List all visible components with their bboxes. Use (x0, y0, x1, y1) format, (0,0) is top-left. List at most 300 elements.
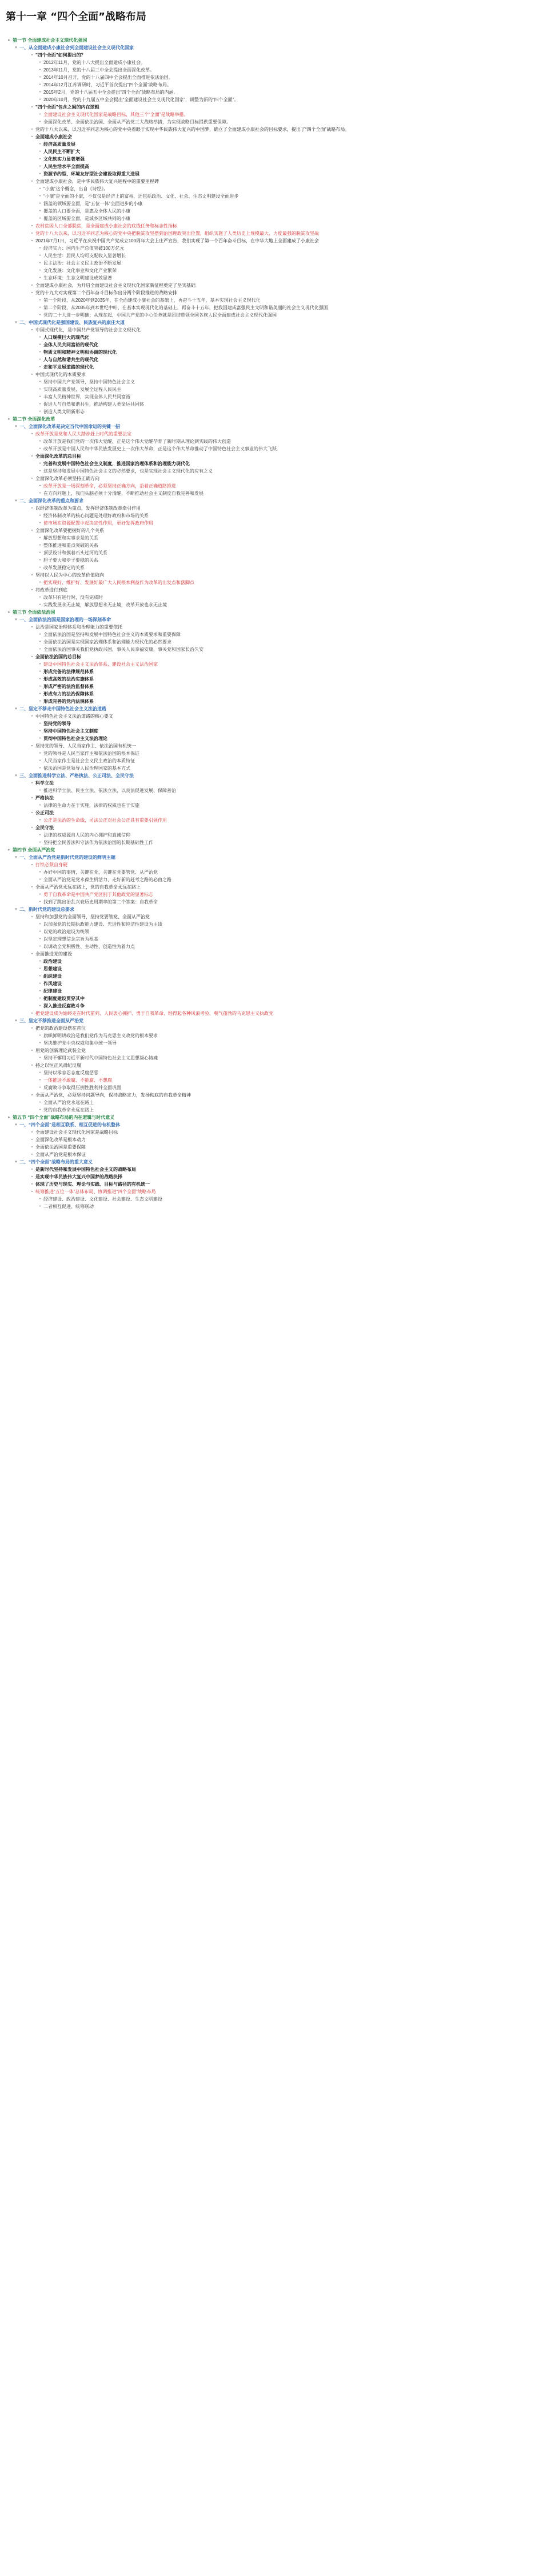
outline-node-text: 党的自我革命永远在路上 (43, 1107, 94, 1113)
outline-node[interactable] (6, 230, 536, 237)
outline-node-text: 文化软实力显著增强 (43, 157, 85, 162)
outline-node[interactable] (6, 891, 536, 898)
outline-node[interactable] (6, 950, 536, 958)
outline-node[interactable] (6, 638, 536, 646)
outline-node[interactable] (6, 341, 536, 349)
outline-node[interactable] (6, 393, 536, 401)
outline-node-text: 以党的政治建设为统领 (43, 929, 89, 934)
outline-node-text: 坚持中国共产党领导，坚持中国特色社会主义 (43, 379, 135, 385)
outline-node[interactable] (6, 987, 536, 995)
bullet-icon: ▪ (31, 373, 33, 377)
bullet-icon: • (39, 120, 41, 124)
outline-node[interactable] (6, 490, 536, 497)
outline-node[interactable] (6, 571, 536, 579)
outline-node[interactable] (6, 37, 536, 44)
outline-node-text: 党的十八大以来，以习近平同志为核心的党中央把脱贫攻坚摆到治国理政突出位置，组织实施了人类历史上规模最大、力度最强的脱贫攻坚战 (35, 231, 319, 236)
bullet-icon: • (39, 945, 41, 949)
outline-node[interactable] (6, 557, 536, 564)
outline-node[interactable] (6, 772, 536, 779)
outline-node-text: “小康”这个概念，出自《诗经》。 (43, 186, 109, 191)
outline-node[interactable] (6, 616, 536, 623)
bullet-icon: ▾ (15, 707, 17, 711)
bullet-icon: • (39, 959, 41, 963)
outline-node[interactable] (6, 59, 536, 66)
outline-node-text: 走和平发展道路的现代化 (43, 365, 94, 370)
outline-node[interactable] (6, 542, 536, 549)
bullet-icon: ▪ (31, 529, 33, 533)
outline-node[interactable] (6, 66, 536, 74)
outline-node[interactable] (6, 96, 536, 103)
outline-node-text: 形成完善的党内法规体系 (43, 699, 94, 704)
outline-node[interactable] (6, 742, 536, 750)
bullet-icon: • (39, 61, 41, 65)
outline-node[interactable] (6, 289, 536, 297)
outline-node[interactable] (6, 631, 536, 638)
outline-node[interactable] (6, 564, 536, 571)
bullet-icon: ▾ (15, 774, 17, 778)
outline-node-text: 胆子要大和步子要稳的关系 (43, 558, 98, 563)
outline-node[interactable] (6, 423, 536, 430)
bullet-icon: ▾ (15, 1160, 17, 1164)
outline-node[interactable] (6, 809, 536, 817)
bullet-icon: • (39, 172, 41, 176)
bullet-icon: • (39, 997, 41, 1001)
outline-node[interactable] (6, 913, 536, 921)
bullet-icon: • (39, 343, 41, 347)
bullet-icon: • (39, 841, 41, 845)
outline-node-text: 2020年10月，党的十九届五中全会提出“全面建设社会主义现代化国家”，调整为新的“四个全面”。 (43, 97, 239, 102)
outline-node[interactable] (6, 1181, 536, 1188)
bullet-icon: • (39, 484, 41, 488)
outline-node[interactable] (6, 430, 536, 438)
outline-node-text: 经济建设、政治建设、文化建设、社会建设、生态文明建设 (43, 1197, 162, 1202)
outline-node-text: 全体人民共同富裕的现代化 (43, 342, 98, 347)
outline-node[interactable] (6, 297, 536, 304)
outline-node[interactable] (6, 995, 536, 1002)
bullet-icon: ▪ (31, 1153, 33, 1157)
bullet-icon: ▪ (31, 655, 33, 659)
outline-node[interactable] (6, 1151, 536, 1158)
outline-node-text: 改革开放是一场深刻革命，必须坚持正确方向，沿着正确道路推进 (43, 483, 176, 489)
bullet-icon: • (39, 1004, 41, 1008)
outline-node-text: 一、全面依法治国是国家治理的一场深刻革命 (19, 617, 111, 622)
outline-node-text: 全面建成小康社会 (35, 134, 72, 139)
bullet-icon: ▪ (31, 714, 33, 718)
outline-node[interactable] (6, 215, 536, 222)
outline-node[interactable] (6, 415, 536, 423)
bullet-icon: ▪ (31, 781, 33, 785)
outline-node[interactable] (6, 1203, 536, 1210)
outline-node[interactable] (6, 690, 536, 698)
bullet-icon: • (39, 974, 41, 978)
outline-node[interactable] (6, 586, 536, 594)
outline-node[interactable] (6, 386, 536, 393)
outline-node[interactable] (6, 713, 536, 720)
outline-node[interactable] (6, 698, 536, 705)
outline-node-text: 在方向问题上，我们头脑必须十分清醒，不断推动社会主义制度自我完善和发展 (43, 491, 203, 496)
outline-node[interactable] (6, 727, 536, 735)
outline-node-text: 思想建设 (43, 966, 62, 971)
outline-node[interactable] (6, 1173, 536, 1181)
outline-node[interactable] (6, 408, 536, 415)
outline-node[interactable] (6, 1054, 536, 1062)
outline-node[interactable] (6, 267, 536, 274)
outline-node-text: 把党的政治建设摆在首位 (35, 1026, 86, 1031)
outline-node-text: 全面深化改革要把握好的几个关系 (35, 528, 104, 533)
outline-node[interactable] (6, 594, 536, 601)
outline-node[interactable] (6, 869, 536, 876)
outline-node-text: 形成完备的法律规范体系 (43, 669, 94, 674)
page-title: 第十一章 “四个全面”战略布局 (6, 11, 146, 23)
outline-node[interactable] (6, 349, 536, 356)
outline-node[interactable] (6, 787, 536, 794)
bullet-icon: • (39, 187, 41, 191)
bullet-icon: • (39, 202, 41, 206)
outline-node-text: 民主法治：社会主义民主政治不断发展 (43, 261, 121, 266)
outline-node[interactable] (6, 609, 536, 616)
outline-node[interactable] (6, 178, 536, 185)
outline-node[interactable] (6, 965, 536, 973)
outline-node-text: 2014年10月召开，党的十八届四中全会提出全面推进依法治国。 (43, 75, 173, 80)
outline-node[interactable] (6, 155, 536, 163)
outline-node-text: 是实现中华民族伟大复兴中国梦的战略抉择 (35, 1174, 122, 1179)
outline-node[interactable] (6, 1099, 536, 1106)
bullet-icon: • (39, 729, 41, 733)
bullet-icon: • (39, 595, 41, 599)
bullet-icon: ▾ (15, 321, 17, 325)
outline-node[interactable] (6, 1084, 536, 1091)
outline-node-text: 完善和发展中国特色社会主义制度，推进国家治理体系和治理能力现代化 (43, 461, 190, 466)
outline-node[interactable] (6, 237, 536, 245)
outline-node-text: 党的十八大以来，以习近平同志为核心的党中央着眼于实现中华民族伟大复兴的中国梦，确立了全面建成小康社会的目标要求，提出了“四个全面”战略布局。 (35, 127, 350, 132)
bullet-icon: ▾ (15, 907, 17, 911)
outline-node[interactable] (6, 311, 536, 319)
bullet-icon: • (39, 142, 41, 146)
outline-node[interactable] (6, 1188, 536, 1195)
outline-node[interactable] (6, 958, 536, 965)
outline-node[interactable] (6, 943, 536, 950)
outline-node[interactable] (6, 1121, 536, 1129)
outline-node[interactable] (6, 445, 536, 453)
outline-node[interactable] (6, 363, 536, 371)
bullet-icon: • (39, 1041, 41, 1045)
outline-node[interactable] (6, 601, 536, 609)
outline-node[interactable] (6, 44, 536, 51)
outline-node[interactable] (6, 1010, 536, 1017)
bullet-icon: • (39, 878, 41, 882)
outline-node-text: 人民生活水平全面提高 (43, 164, 89, 169)
outline-node[interactable] (6, 259, 536, 267)
outline-node-text: 物质文明和精神文明相协调的现代化 (43, 350, 117, 355)
bullet-icon: • (39, 447, 41, 451)
bullet-icon: • (39, 870, 41, 874)
bullet-icon: • (39, 1197, 41, 1201)
outline-node[interactable] (6, 1062, 536, 1069)
outline-node-text: 全面从严治党，必须坚持问题导向，保持战略定力，发扬彻底的自我革命精神 (35, 1093, 191, 1098)
outline-node[interactable] (6, 1032, 536, 1039)
bullet-icon: • (39, 930, 41, 934)
outline-node-text: 组织建设 (43, 974, 62, 979)
outline-node[interactable] (6, 1039, 536, 1047)
outline-node-text: 改革只有进行时，没有完成时 (43, 595, 103, 600)
outline-node[interactable] (6, 163, 536, 170)
outline-node-text: 把实现好、维护好、发展好最广大人民根本利益作为改革的出发点和落脚点 (43, 580, 194, 585)
outline-node-text: 第二个阶段，从2035年到本世纪中叶，在基本实现现代化的基础上，再奋斗十五年，把我国建成富强民主文明和谐美丽的社会主义现代化强国 (43, 305, 328, 310)
bullet-icon: • (39, 566, 41, 570)
outline-node[interactable] (6, 1114, 536, 1121)
outline-node[interactable] (6, 401, 536, 408)
outline-node[interactable] (6, 980, 536, 987)
outline-node-text: 全民守法 (35, 825, 54, 830)
bullet-icon: • (39, 803, 41, 807)
outline-node[interactable] (6, 118, 536, 126)
bullet-icon: • (39, 269, 41, 273)
outline-node[interactable] (6, 81, 536, 89)
outline-node[interactable] (6, 906, 536, 913)
outline-node[interactable] (6, 534, 536, 542)
bullet-icon: • (39, 209, 41, 213)
outline-node-text: 2013年11月，党的十八届三中全会提出全面深化改革。 (43, 67, 155, 73)
bullet-icon: • (39, 491, 41, 495)
bullet-icon: • (39, 68, 41, 72)
outline-node[interactable] (6, 207, 536, 215)
outline-node[interactable] (6, 861, 536, 869)
outline-node[interactable] (6, 304, 536, 311)
bullet-icon: • (39, 670, 41, 674)
outline-node[interactable] (6, 170, 536, 178)
outline-node[interactable] (6, 735, 536, 742)
outline-node[interactable] (6, 1136, 536, 1143)
outline-node-text: 人与自然和谐共生的现代化 (43, 357, 98, 362)
bullet-icon: • (39, 402, 41, 406)
outline-node-text: 生态环境：生态文明建设成效显著 (43, 275, 112, 281)
outline-node-text: 坚持不懈用习近平新时代中国特色社会主义思想凝心铸魂 (43, 1055, 158, 1061)
outline-node-text: 将改革进行到底 (35, 587, 67, 593)
outline-node-text: 顶层设计和摸着石头过河的关系 (43, 550, 107, 555)
outline-node[interactable] (6, 141, 536, 148)
outline-node[interactable] (6, 89, 536, 96)
bullet-icon: ▸ (8, 848, 10, 852)
bullet-icon: • (39, 350, 41, 354)
outline-node[interactable] (6, 802, 536, 809)
outline-node[interactable] (6, 839, 536, 846)
bullet-icon: • (39, 1086, 41, 1090)
outline-node[interactable] (6, 282, 536, 289)
bullet-icon: ▪ (31, 1138, 33, 1142)
outline-node[interactable] (6, 378, 536, 386)
outline-node[interactable] (6, 720, 536, 727)
outline-node[interactable] (6, 519, 536, 527)
outline-node-text: 依法治国是党领导人民治理国家的基本方式 (43, 766, 130, 771)
outline-node[interactable] (6, 675, 536, 683)
outline-node-text: 公正是法治的生命线，司法公正对社会公正具有重要引领作用 (43, 818, 167, 823)
outline-node-text: 人民生活：居民人均可支配收入显著增长 (43, 253, 126, 258)
outline-node[interactable] (6, 126, 536, 133)
outline-node-text: 这是坚持和发展中国特色社会主义的必然要求，也是实现社会主义现代化的应有之义 (43, 469, 213, 474)
outline-node-text: 以调动全党积极性、主动性、创造性为着力点 (43, 944, 135, 949)
outline-node[interactable] (6, 356, 536, 363)
outline-node-text: 公正司法 (35, 810, 54, 815)
outline-node-text: 经济体制改革的核心问题是处理好政府和市场的关系 (43, 513, 149, 518)
outline-node[interactable] (6, 1129, 536, 1136)
outline-node[interactable] (6, 1106, 536, 1114)
outline-node-text: 经济高质量发展 (43, 142, 75, 147)
outline-node[interactable] (6, 653, 536, 661)
bullet-icon: • (39, 989, 41, 993)
outline-node[interactable] (6, 193, 536, 200)
outline-node-text: 第四节 全面从严治党 (13, 847, 55, 853)
outline-node[interactable] (6, 1047, 536, 1054)
outline-node-text: 找到了跳出治乱兴衰历史周期率的第二个答案：自我革命 (43, 899, 158, 905)
bullet-icon: ▪ (31, 826, 33, 830)
outline-node[interactable] (6, 1158, 536, 1166)
outline-node[interactable] (6, 1091, 536, 1099)
outline-node[interactable] (6, 705, 536, 713)
bullet-icon: ▪ (31, 477, 33, 481)
outline-node[interactable] (6, 319, 536, 326)
bullet-icon: ▪ (31, 952, 33, 956)
outline-node[interactable] (6, 1077, 536, 1084)
outline-node-text: 党的十九大对实现第二个百年奋斗目标作出分两个阶段推进的战略安排 (35, 290, 177, 295)
bullet-icon: • (39, 699, 41, 703)
outline-node[interactable] (6, 824, 536, 831)
outline-node-text: 形成严密的法治监督体系 (43, 684, 94, 689)
outline-node[interactable] (6, 512, 536, 519)
outline-node[interactable] (6, 453, 536, 460)
outline-node-text: 全面建成小康社会，为开启全面建设社会主义现代化国家新征程奠定了坚实基础 (35, 283, 195, 288)
outline-node[interactable] (6, 765, 536, 772)
outline-node-text: 改革开放是我们党的一次伟大觉醒，正是这个伟大觉醒孕育了新时期从理论到实践的伟大创造 (43, 439, 231, 444)
outline-node[interactable] (6, 527, 536, 534)
outline-node[interactable] (6, 274, 536, 282)
bullet-icon: • (39, 254, 41, 258)
bullet-icon: ▪ (31, 291, 33, 295)
bullet-icon: ▪ (31, 1190, 33, 1194)
outline-node-text: 政治建设 (43, 959, 62, 964)
outline-node[interactable] (6, 505, 536, 512)
outline-node-text: 改革开放是中国人民和中华民族发展史上一次伟大革命，正是这个伟大革命推动了中国特色社会主义事业的伟大飞跃 (43, 446, 277, 451)
outline-node[interactable] (6, 1143, 536, 1151)
bullet-icon: ▪ (31, 127, 33, 131)
outline-node[interactable] (6, 51, 536, 59)
outline-node[interactable] (6, 757, 536, 765)
bullet-icon: • (39, 982, 41, 986)
outline-node-text: 推进科学立法、民主立法、依法立法，以良法促进发展、保障善治 (43, 788, 176, 793)
bullet-icon: ▪ (31, 432, 33, 436)
outline-node-text: 全面从严治党永远在路上 (43, 1100, 94, 1105)
bullet-icon: • (39, 603, 41, 607)
outline-node[interactable] (6, 326, 536, 334)
outline-node[interactable] (6, 1195, 536, 1203)
outline-node[interactable] (6, 646, 536, 653)
outline-node[interactable] (6, 245, 536, 252)
outline-node-text: 贯彻中国特色社会主义法治理论 (43, 736, 107, 741)
bullet-icon: • (39, 677, 41, 681)
outline-node[interactable] (6, 549, 536, 557)
outline-node[interactable] (6, 973, 536, 980)
outline-node-text: 涵盖的领域要全面，是“五位一体”全面进步的小康 (43, 201, 143, 206)
outline-node-text: 坚持以零容忍态度反腐惩恶 (43, 1070, 98, 1075)
bullet-icon: • (39, 692, 41, 696)
outline-node[interactable] (6, 854, 536, 861)
outline-node[interactable] (6, 883, 536, 891)
outline-node[interactable] (6, 876, 536, 883)
outline-node[interactable] (6, 334, 536, 341)
outline-node[interactable] (6, 661, 536, 668)
outline-node[interactable] (6, 497, 536, 505)
outline-node[interactable] (6, 1069, 536, 1077)
outline-node[interactable] (6, 133, 536, 141)
bullet-icon: • (39, 387, 41, 391)
outline-node[interactable] (6, 794, 536, 802)
outline-node[interactable] (6, 623, 536, 631)
outline-node[interactable] (6, 252, 536, 259)
outline-node-text: “小康”是全面的小康，不仅仅是经济上的富裕，还包括政治、文化、社会、生态文明建设全面进步 (43, 194, 239, 199)
outline-node[interactable] (6, 467, 536, 475)
bullet-icon: ▾ (15, 855, 17, 859)
outline-node[interactable] (6, 935, 536, 943)
outline-node[interactable] (6, 460, 536, 467)
outline-node[interactable] (6, 846, 536, 854)
outline-node[interactable] (6, 579, 536, 586)
outline-node[interactable] (6, 928, 536, 935)
outline-node[interactable] (6, 898, 536, 906)
outline-node[interactable] (6, 779, 536, 787)
outline-node-text: 统筹推进“五位一体”总体布局、协调推进“四个全面”战略布局 (35, 1189, 156, 1194)
outline-node[interactable] (6, 921, 536, 928)
outline-node[interactable] (6, 831, 536, 839)
outline-node-text: 党的领导是人民当家作主和依法治国的根本保证 (43, 751, 139, 756)
outline-node[interactable] (6, 148, 536, 155)
outline-node-text: 法律的生命力在于实施，法律的权威也在于实施 (43, 803, 139, 808)
outline-node[interactable] (6, 74, 536, 81)
outline-node-text: 全面从严治党是党永葆生机活力、走好新的赶考之路的必由之路 (43, 877, 171, 882)
bullet-icon: • (39, 543, 41, 547)
outline-node[interactable] (6, 817, 536, 824)
outline-node[interactable] (6, 1025, 536, 1032)
bullet-icon: • (39, 558, 41, 562)
bullet-icon: ▪ (31, 1145, 33, 1149)
bullet-icon: • (39, 751, 41, 755)
outline-node[interactable] (6, 185, 536, 193)
outline-node-text: 全面依法治国事关我们党执政兴国，事关人民幸福安康，事关党和国家长治久安 (43, 647, 203, 652)
outline-node[interactable] (6, 668, 536, 675)
outline-node[interactable] (6, 683, 536, 690)
outline-node[interactable] (6, 750, 536, 757)
outline-node-text: 全面建设社会主义现代化国家是战略目标，其他三个“全面”是战略举措。 (43, 112, 189, 117)
outline-node-text: 第一个阶段，从2020年到2035年，在全面建成小康社会的基础上，再奋斗十五年，基本实现社会主义现代化 (43, 298, 261, 303)
bullet-icon: • (39, 83, 41, 87)
outline-node[interactable] (6, 438, 536, 445)
outline-node-text: 农村贫困人口全部脱贫，是全面建成小康社会的底线任务和标志性指标 (35, 223, 177, 229)
bullet-icon: • (39, 818, 41, 822)
outline-node[interactable] (6, 222, 536, 230)
outline-node-text: 改革发展稳定的关系 (43, 565, 85, 570)
outline-node[interactable] (6, 1166, 536, 1173)
outline-node[interactable] (6, 1017, 536, 1025)
bullet-icon: • (39, 365, 41, 369)
outline-node-text: 建设中国特色社会主义法治体系，建设社会主义法治国家 (43, 662, 158, 667)
outline-node[interactable] (6, 200, 536, 207)
bullet-icon: • (39, 662, 41, 666)
outline-node[interactable] (6, 475, 536, 482)
outline-node[interactable] (6, 482, 536, 490)
bullet-icon: • (39, 789, 41, 793)
outline-node[interactable] (6, 103, 536, 111)
outline-node[interactable] (6, 1002, 536, 1010)
outline-node[interactable] (6, 111, 536, 118)
outline-node[interactable] (6, 371, 536, 378)
